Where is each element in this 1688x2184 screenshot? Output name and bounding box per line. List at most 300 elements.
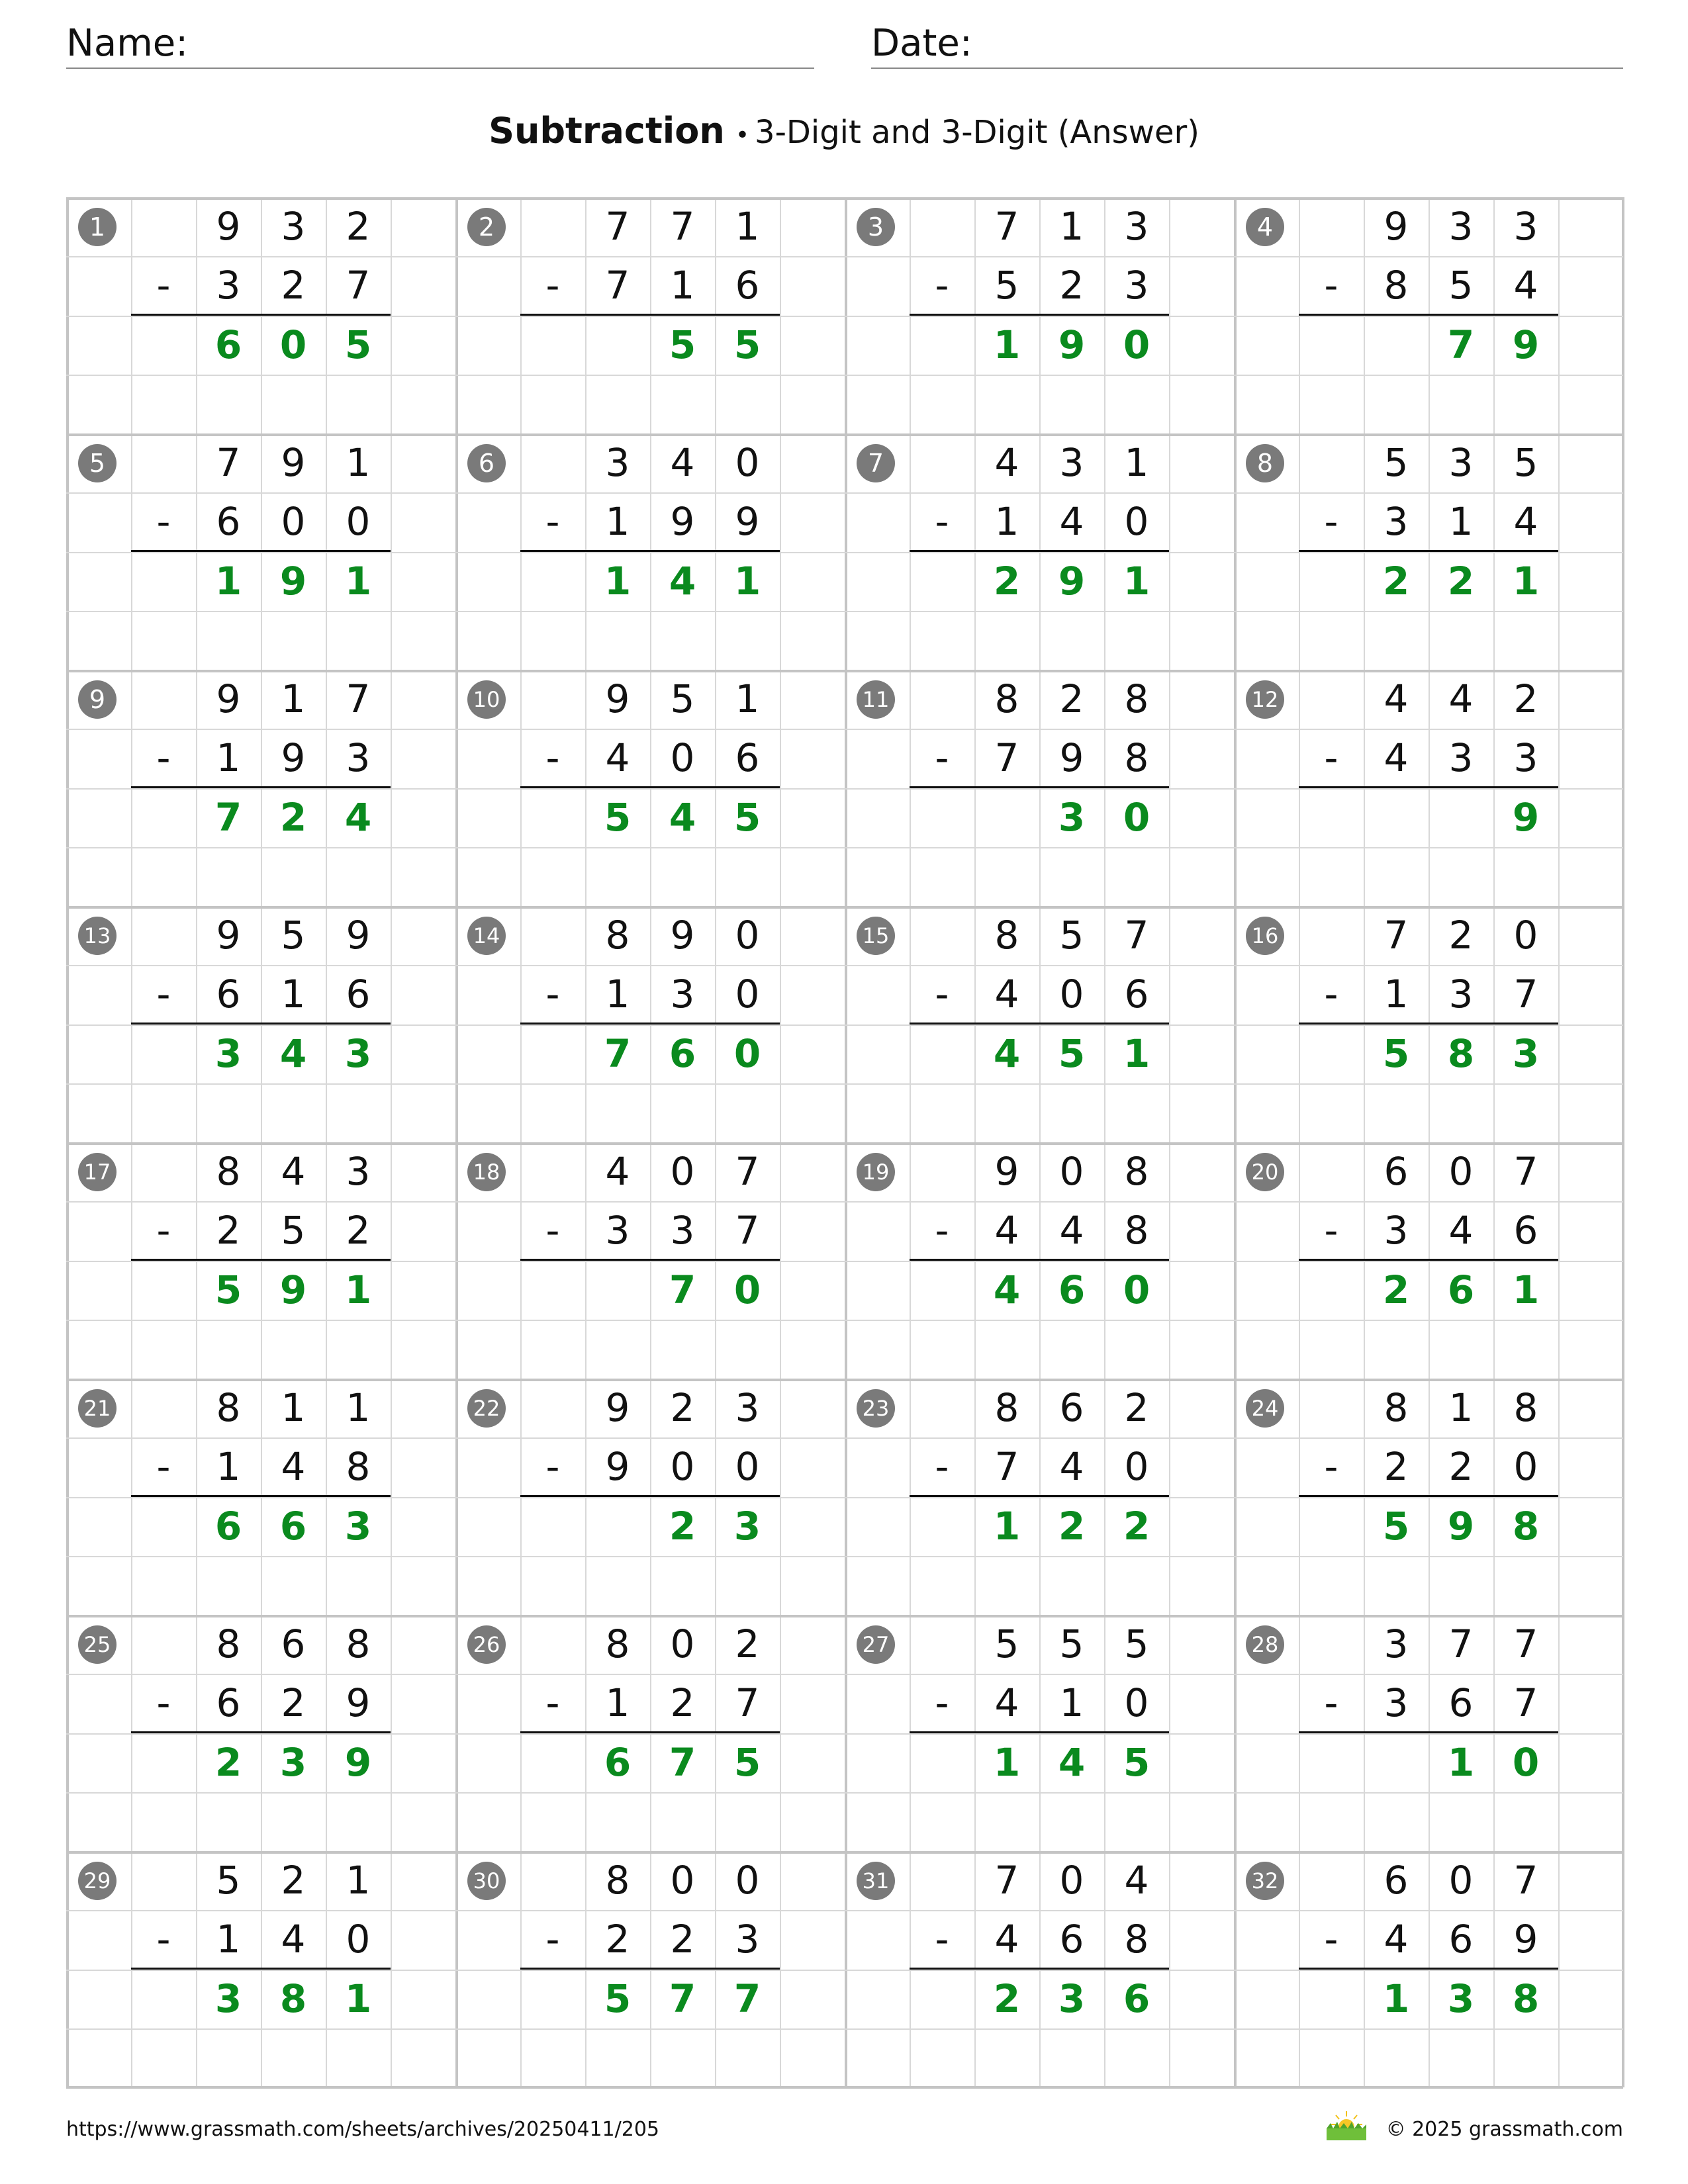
- name-label: Name:: [66, 22, 189, 65]
- minuend-digit: 8: [994, 913, 1019, 958]
- subtrahend-digit: 4: [1383, 735, 1409, 781]
- minuend-digit: 8: [346, 1621, 371, 1666]
- minuend-digit: 5: [994, 1621, 1019, 1666]
- problem: [66, 1142, 455, 1379]
- minuend-digit: 1: [281, 1385, 306, 1430]
- subtrahend-digit: 0: [735, 972, 760, 1017]
- minuend-digit: 8: [605, 913, 630, 958]
- minus-sign: -: [1324, 972, 1338, 1017]
- footer-copyright: © 2025 grassmath.com: [1385, 2118, 1623, 2141]
- subtrahend-digit: 4: [994, 972, 1019, 1017]
- problem: [1234, 1379, 1623, 1615]
- answer-digit: 4: [669, 794, 696, 840]
- minuend-digit: 1: [735, 204, 760, 249]
- problem: [845, 1379, 1234, 1615]
- minuend-digit: 8: [216, 1621, 241, 1666]
- minuend-digit: 5: [281, 913, 306, 958]
- subtrahend-digit: 1: [216, 1917, 241, 1962]
- minuend-digit: 4: [1448, 676, 1474, 721]
- subtrahend-digit: 6: [735, 735, 760, 781]
- subtrahend-digit: 2: [281, 1680, 306, 1726]
- date-line: [871, 68, 1623, 69]
- subtrahend-digit: 3: [1383, 499, 1409, 545]
- answer-digit: 1: [1447, 1739, 1475, 1785]
- problem: [1234, 906, 1623, 1142]
- minus-sign: -: [156, 1444, 171, 1489]
- answer-digit: 9: [279, 1267, 307, 1312]
- minuend-digit: 4: [670, 440, 695, 485]
- subtrahend-digit: 4: [281, 1444, 306, 1490]
- answer-digit: 0: [1123, 794, 1150, 840]
- subtrahend-digit: 1: [670, 263, 695, 308]
- answer-digit: 6: [669, 1030, 696, 1076]
- subtrahend-digit: 3: [670, 972, 695, 1017]
- subtrahend-digit: 1: [605, 972, 630, 1017]
- answer-digit: 1: [1512, 558, 1540, 604]
- minuend-digit: 9: [216, 204, 241, 249]
- answer-digit: 1: [604, 558, 632, 604]
- minuend-digit: 2: [346, 204, 371, 249]
- subtrahend-digit: 8: [1124, 1208, 1149, 1253]
- subtrahend-digit: 5: [1448, 263, 1474, 308]
- problem-number-badge: 8: [1246, 444, 1284, 482]
- minuend-digit: 7: [994, 204, 1019, 249]
- problem: [1234, 1142, 1623, 1379]
- problem-number-badge: 18: [467, 1153, 506, 1191]
- answer-digit: 0: [733, 1267, 761, 1312]
- minuend-digit: 0: [1059, 1149, 1084, 1194]
- minuend-digit: 0: [735, 913, 760, 958]
- minus-sign: -: [935, 1917, 949, 1962]
- subtrahend-digit: 6: [1448, 1680, 1474, 1726]
- subtrahend-digit: 3: [346, 735, 371, 781]
- answer-digit: 5: [1382, 1030, 1410, 1076]
- problem-number-badge: 15: [857, 917, 895, 955]
- answer-digit: 4: [993, 1030, 1021, 1076]
- problem-number-badge: 23: [857, 1389, 895, 1428]
- minus-sign: -: [1324, 1208, 1338, 1253]
- subtrahend-digit: 2: [1383, 1444, 1409, 1490]
- minuend-digit: 8: [216, 1149, 241, 1194]
- minuend-digit: 3: [1448, 204, 1474, 249]
- subtrahend-digit: 6: [1124, 972, 1149, 1017]
- subtrahend-digit: 0: [1124, 1444, 1149, 1490]
- answer-digit: 9: [1512, 322, 1540, 367]
- minus-sign: -: [1324, 1917, 1338, 1962]
- subtrahend-digit: 1: [1383, 972, 1409, 1017]
- problem: [455, 906, 845, 1142]
- subtrahend-digit: 0: [1124, 499, 1149, 545]
- minuend-digit: 5: [216, 1858, 241, 1903]
- subtrahend-digit: 4: [1059, 1444, 1084, 1490]
- problem-number-badge: 31: [857, 1862, 895, 1900]
- page-title: [0, 107, 1688, 159]
- problem: [455, 1851, 845, 2087]
- problem: [455, 433, 845, 670]
- subtrahend-digit: 7: [1513, 972, 1538, 1017]
- problem-number-badge: 19: [857, 1153, 895, 1191]
- answer-digit: 7: [604, 1030, 632, 1076]
- minuend-digit: 3: [1513, 204, 1538, 249]
- minuend-digit: 3: [1383, 1621, 1409, 1666]
- answer-digit: 2: [214, 1739, 242, 1785]
- answer-digit: 4: [993, 1267, 1021, 1312]
- answer-digit: 5: [344, 322, 372, 367]
- minuend-digit: 4: [994, 440, 1019, 485]
- problem-number-badge: 20: [1246, 1153, 1284, 1191]
- minuend-digit: 0: [735, 1858, 760, 1903]
- answer-digit: 5: [733, 1739, 761, 1785]
- problem-number-badge: 29: [78, 1862, 117, 1900]
- subtrahend-digit: 1: [281, 972, 306, 1017]
- grass-sun-logo-icon: [1324, 2109, 1369, 2143]
- minuend-digit: 3: [1448, 440, 1474, 485]
- minus-sign: -: [935, 1208, 949, 1253]
- problem: [1234, 433, 1623, 670]
- minuend-digit: 9: [994, 1149, 1019, 1194]
- answer-digit: 9: [1058, 558, 1086, 604]
- minuend-digit: 5: [1059, 913, 1084, 958]
- subtrahend-digit: 4: [1059, 1208, 1084, 1253]
- subtrahend-digit: 9: [670, 499, 695, 545]
- subtrahend-digit: 2: [670, 1680, 695, 1726]
- minus-sign: -: [935, 499, 949, 544]
- answer-digit: 7: [733, 1976, 761, 2021]
- subtrahend-digit: 3: [1383, 1208, 1409, 1253]
- answer-digit: 3: [1058, 1976, 1086, 2021]
- minus-sign: -: [156, 499, 171, 544]
- footer-url: https://www.grassmath.com/sheets/archives/20250411/205: [66, 2118, 660, 2141]
- answer-digit: 3: [279, 1739, 307, 1785]
- subtrahend-digit: 7: [346, 263, 371, 308]
- minus-sign: -: [545, 263, 560, 308]
- minuend-digit: 8: [1124, 1149, 1149, 1194]
- subtrahend-digit: 0: [1059, 972, 1084, 1017]
- minuend-digit: 1: [346, 1385, 371, 1430]
- answer-digit: 8: [1512, 1503, 1540, 1549]
- answer-digit: 1: [214, 558, 242, 604]
- answer-digit: 6: [1123, 1976, 1150, 2021]
- subtrahend-digit: 4: [605, 735, 630, 781]
- problem: [845, 433, 1234, 670]
- minuend-digit: 8: [605, 1858, 630, 1903]
- subtrahend-digit: 9: [281, 735, 306, 781]
- problem-number-badge: 21: [78, 1389, 117, 1428]
- minuend-digit: 7: [670, 204, 695, 249]
- subtrahend-digit: 9: [735, 499, 760, 545]
- subtrahend-digit: 3: [605, 1208, 630, 1253]
- minuend-digit: 7: [1513, 1621, 1538, 1666]
- minuend-digit: 6: [281, 1621, 306, 1666]
- subtrahend-digit: 0: [670, 735, 695, 781]
- answer-digit: 4: [279, 1030, 307, 1076]
- minuend-digit: 9: [670, 913, 695, 958]
- answer-digit: 2: [1123, 1503, 1150, 1549]
- minuend-digit: 8: [994, 676, 1019, 721]
- problem: [455, 670, 845, 906]
- answer-digit: 2: [993, 1976, 1021, 2021]
- answer-digit: 7: [669, 1267, 696, 1312]
- minuend-digit: 4: [1124, 1858, 1149, 1903]
- minuend-digit: 3: [1124, 204, 1149, 249]
- minus-sign: -: [545, 1208, 560, 1253]
- subtrahend-digit: 4: [994, 1208, 1019, 1253]
- answer-digit: 4: [1058, 1739, 1086, 1785]
- minuend-digit: 0: [735, 440, 760, 485]
- subtrahend-digit: 3: [1383, 1680, 1409, 1726]
- answer-digit: 0: [1512, 1739, 1540, 1785]
- subtrahend-digit: 0: [281, 499, 306, 545]
- minuend-digit: 0: [1448, 1858, 1474, 1903]
- answer-digit: 9: [279, 558, 307, 604]
- subtrahend-digit: 1: [605, 499, 630, 545]
- subtrahend-digit: 2: [1059, 263, 1084, 308]
- subtrahend-digit: 6: [1059, 1917, 1084, 1962]
- minuend-digit: 1: [1124, 440, 1149, 485]
- subtrahend-digit: 2: [281, 263, 306, 308]
- problem: [845, 906, 1234, 1142]
- problem: [845, 1851, 1234, 2087]
- problem: [66, 1615, 455, 1851]
- answer-digit: 5: [733, 794, 761, 840]
- minus-sign: -: [1324, 1444, 1338, 1489]
- subtrahend-digit: 0: [346, 1917, 371, 1962]
- minuend-digit: 3: [1059, 440, 1084, 485]
- problem: [66, 433, 455, 670]
- subtrahend-digit: 3: [735, 1917, 760, 1962]
- subtrahend-digit: 2: [346, 1208, 371, 1253]
- problem-number-badge: 22: [467, 1389, 506, 1428]
- minus-sign: -: [1324, 1680, 1338, 1725]
- minuend-digit: 9: [1383, 204, 1409, 249]
- answer-digit: 3: [1512, 1030, 1540, 1076]
- minuend-digit: 0: [1513, 913, 1538, 958]
- minus-sign: -: [156, 1208, 171, 1253]
- minus-sign: -: [935, 1680, 949, 1725]
- minuend-digit: 7: [735, 1149, 760, 1194]
- minuend-digit: 9: [281, 440, 306, 485]
- name-line: [66, 68, 814, 69]
- problem: [455, 1379, 845, 1615]
- subtrahend-digit: 1: [1448, 499, 1474, 545]
- answer-digit: 1: [344, 1267, 372, 1312]
- problem-number-badge: 25: [78, 1625, 117, 1664]
- subtrahend-digit: 4: [994, 1917, 1019, 1962]
- answer-digit: 2: [669, 1503, 696, 1549]
- answer-digit: 9: [1058, 322, 1086, 367]
- title-bullet: •: [735, 122, 750, 149]
- minus-sign: -: [935, 972, 949, 1017]
- answer-digit: 3: [344, 1030, 372, 1076]
- subtrahend-digit: 7: [994, 735, 1019, 781]
- problem-number-badge: 12: [1246, 680, 1284, 719]
- minuend-digit: 9: [605, 1385, 630, 1430]
- answer-digit: 5: [604, 794, 632, 840]
- minuend-digit: 9: [216, 676, 241, 721]
- subtrahend-digit: 2: [605, 1917, 630, 1962]
- subtrahend-digit: 3: [670, 1208, 695, 1253]
- problem: [1234, 197, 1623, 433]
- problem-number-badge: 27: [857, 1625, 895, 1664]
- problem-number-badge: 9: [78, 680, 117, 719]
- answer-digit: 6: [604, 1739, 632, 1785]
- minuend-digit: 7: [216, 440, 241, 485]
- answer-digit: 5: [604, 1976, 632, 2021]
- problem-number-badge: 2: [467, 208, 506, 246]
- subtrahend-digit: 2: [1448, 1444, 1474, 1490]
- minuend-digit: 8: [216, 1385, 241, 1430]
- answer-digit: 7: [669, 1739, 696, 1785]
- problem-number-badge: 4: [1246, 208, 1284, 246]
- problem-number-badge: 5: [78, 444, 117, 482]
- subtrahend-digit: 6: [216, 1680, 241, 1726]
- answer-digit: 5: [1123, 1739, 1150, 1785]
- problem: [66, 1379, 455, 1615]
- minuend-digit: 5: [1124, 1621, 1149, 1666]
- answer-digit: 7: [1447, 322, 1475, 367]
- problem: [66, 670, 455, 906]
- minuend-digit: 3: [735, 1385, 760, 1430]
- minus-sign: -: [935, 735, 949, 780]
- minuend-digit: 7: [1513, 1149, 1538, 1194]
- answer-digit: 3: [214, 1030, 242, 1076]
- minus-sign: -: [935, 1444, 949, 1489]
- answer-digit: 2: [993, 558, 1021, 604]
- problem-number-badge: 30: [467, 1862, 506, 1900]
- answer-digit: 1: [344, 558, 372, 604]
- answer-digit: 1: [1382, 1976, 1410, 2021]
- subtrahend-digit: 5: [281, 1208, 306, 1253]
- answer-digit: 1: [1512, 1267, 1540, 1312]
- subtrahend-digit: 9: [605, 1444, 630, 1490]
- answer-digit: 9: [1512, 794, 1540, 840]
- minuend-digit: 7: [346, 676, 371, 721]
- answer-digit: 8: [1512, 1976, 1540, 2021]
- minuend-digit: 1: [346, 440, 371, 485]
- answer-digit: 6: [1058, 1267, 1086, 1312]
- subtrahend-digit: 7: [1513, 1680, 1538, 1726]
- minuend-digit: 7: [1124, 913, 1149, 958]
- problem-number-badge: 7: [857, 444, 895, 482]
- minuend-digit: 8: [1513, 1385, 1538, 1430]
- minus-sign: -: [1324, 263, 1338, 308]
- problem: [455, 1615, 845, 1851]
- subtrahend-digit: 7: [735, 1680, 760, 1726]
- minuend-digit: 8: [994, 1385, 1019, 1430]
- answer-digit: 8: [279, 1976, 307, 2021]
- minuend-digit: 5: [1059, 1621, 1084, 1666]
- answer-digit: 2: [1447, 558, 1475, 604]
- subtrahend-digit: 3: [216, 263, 241, 308]
- problem: [1234, 1615, 1623, 1851]
- answer-digit: 5: [214, 1267, 242, 1312]
- title-subtitle: 3-Digit and 3-Digit (Answer): [755, 114, 1199, 151]
- subtrahend-digit: 8: [1124, 1917, 1149, 1962]
- answer-digit: 6: [279, 1503, 307, 1549]
- subtrahend-digit: 7: [994, 1444, 1019, 1490]
- problem-number-badge: 10: [467, 680, 506, 719]
- answer-digit: 1: [993, 1503, 1021, 1549]
- subtrahend-digit: 3: [1448, 735, 1474, 781]
- minuend-digit: 1: [346, 1858, 371, 1903]
- minuend-digit: 4: [605, 1149, 630, 1194]
- subtrahend-digit: 4: [994, 1680, 1019, 1726]
- minuend-digit: 1: [1059, 204, 1084, 249]
- subtrahend-digit: 9: [1513, 1917, 1538, 1962]
- minuend-digit: 4: [1383, 676, 1409, 721]
- answer-digit: 0: [733, 1030, 761, 1076]
- answer-digit: 3: [344, 1503, 372, 1549]
- minuend-digit: 0: [670, 1621, 695, 1666]
- subtrahend-digit: 5: [994, 263, 1019, 308]
- answer-digit: 6: [1447, 1267, 1475, 1312]
- subtrahend-digit: 3: [1124, 263, 1149, 308]
- minuend-digit: 1: [281, 676, 306, 721]
- subtrahend-digit: 4: [281, 1917, 306, 1962]
- problem: [66, 906, 455, 1142]
- answer-digit: 0: [1123, 1267, 1150, 1312]
- answer-digit: 6: [214, 1503, 242, 1549]
- minuend-digit: 0: [1059, 1858, 1084, 1903]
- problem: [845, 197, 1234, 433]
- subtrahend-digit: 4: [1448, 1208, 1474, 1253]
- minus-sign: -: [156, 735, 171, 780]
- minuend-digit: 0: [1448, 1149, 1474, 1194]
- subtrahend-digit: 6: [735, 263, 760, 308]
- problem-number-badge: 14: [467, 917, 506, 955]
- problem: [845, 1142, 1234, 1379]
- problem: [845, 1615, 1234, 1851]
- minuend-digit: 3: [605, 440, 630, 485]
- problem-number-badge: 32: [1246, 1862, 1284, 1900]
- minus-sign: -: [1324, 735, 1338, 780]
- title-main: Subtraction: [489, 110, 725, 152]
- minuend-digit: 6: [1059, 1385, 1084, 1430]
- problem: [66, 1851, 455, 2087]
- minuend-digit: 6: [1383, 1149, 1409, 1194]
- subtrahend-digit: 2: [670, 1917, 695, 1962]
- minuend-digit: 3: [281, 204, 306, 249]
- minuend-digit: 8: [1383, 1385, 1409, 1430]
- answer-digit: 2: [279, 794, 307, 840]
- minuend-digit: 9: [346, 913, 371, 958]
- subtrahend-digit: 3: [1513, 735, 1538, 781]
- subtrahend-digit: 6: [1513, 1208, 1538, 1253]
- subtrahend-digit: 6: [216, 499, 241, 545]
- minuend-digit: 5: [670, 676, 695, 721]
- problem: [1234, 1851, 1623, 2087]
- subtrahend-digit: 4: [1513, 499, 1538, 545]
- minuend-digit: 8: [1124, 676, 1149, 721]
- problem-number-badge: 11: [857, 680, 895, 719]
- subtrahend-digit: 9: [1059, 735, 1084, 781]
- subtrahend-digit: 1: [605, 1680, 630, 1726]
- subtrahend-digit: 1: [216, 1444, 241, 1490]
- answer-digit: 1: [344, 1976, 372, 2021]
- subtrahend-digit: 0: [735, 1444, 760, 1490]
- subtrahend-digit: 1: [1059, 1680, 1084, 1726]
- minus-sign: -: [545, 1680, 560, 1725]
- minuend-digit: 0: [670, 1149, 695, 1194]
- problem: [455, 197, 845, 433]
- minuend-digit: 1: [1448, 1385, 1474, 1430]
- answer-digit: 1: [993, 322, 1021, 367]
- problem-number-badge: 28: [1246, 1625, 1284, 1664]
- answer-digit: 4: [669, 558, 696, 604]
- problem-number-badge: 6: [467, 444, 506, 482]
- answer-digit: 2: [1382, 1267, 1410, 1312]
- subtrahend-digit: 8: [1383, 263, 1409, 308]
